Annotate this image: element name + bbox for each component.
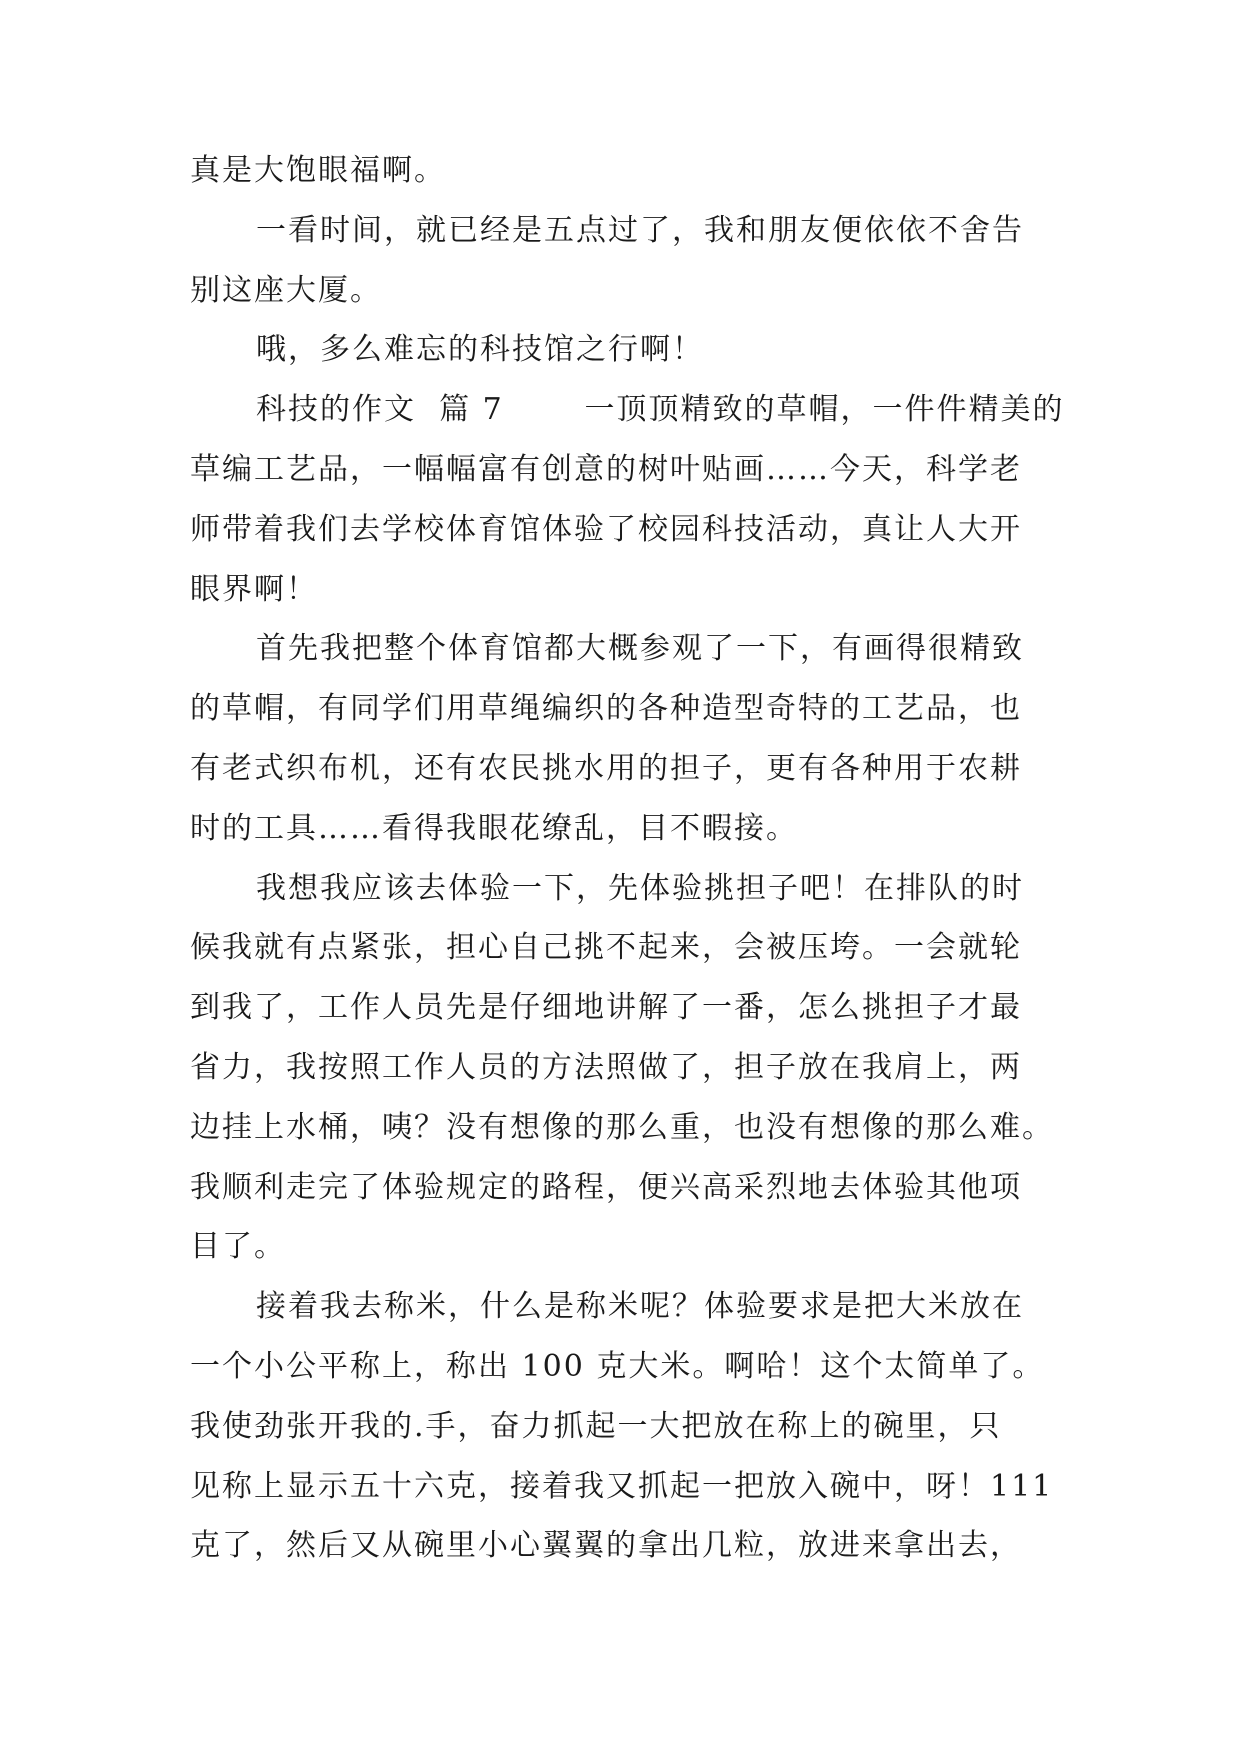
text-line: 边挂上水桶，咦？没有想像的那么重，也没有想像的那么难。 [190,1109,1054,1145]
text-line: 我想我应该去体验一下，先体验挑担子吧！在排队的时 [256,870,1024,906]
essay-body [190,151,1065,1586]
text-line: 真是大饱眼福啊。 [190,153,446,188]
text-line: 克了，然后又从碗里小心翼翼的拿出几粒，放进来拿出去， [190,1528,1022,1564]
text-line: 首先我把整个体育馆都大概参观了一下，有画得很精致 [256,631,1024,667]
text-line: 一个小公平称上，称出 100 克大米。啊哈！这个太简单了。 [190,1348,1045,1384]
section-heading-line: 科技的作文 篇 7 一顶顶精致的草帽，一件件精美的 [256,392,1065,428]
text-line: 目了。 [190,1229,286,1265]
text-line: 一看时间，就已经是五点过了，我和朋友便依依不舍告 [256,212,1024,248]
text-line: 到我了，工作人员先是仔细地讲解了一番，怎么挑担子才最 [190,990,1022,1026]
text-line: 别这座大厦。 [190,272,382,308]
text-line: 我顺利走完了体验规定的路程，便兴高采烈地去体验其他项 [190,1169,1022,1205]
text-line: 有老式织布机，还有农民挑水用的担子，更有各种用于农耕 [190,750,1022,786]
text-line: 接着我去称米，什么是称米呢？体验要求是把大米放在 [256,1289,1024,1325]
text-line: 哦，多么难忘的科技馆之行啊！ [256,332,704,368]
text-line: 的草帽，有同学们用草绳编织的各种造型奇特的工艺品，也 [190,691,1022,727]
text-line: 候我就有点紧张，担心自己挑不起来，会被压垮。一会就轮 [190,930,1022,966]
text-line: 时的工具……看得我眼花缭乱，目不暇接。 [190,810,798,846]
text-line: 见称上显示五十六克，接着我又抓起一把放入碗中，呀！111 [190,1468,1054,1504]
text-line: 我使劲张开我的.手，奋力抓起一大把放在称上的碗里，只 [190,1408,1002,1444]
text-line: 师带着我们去学校体育馆体验了校园科技活动，真让人大开 [190,511,1022,547]
text-line: 眼界啊！ [190,571,318,607]
text-line: 草编工艺品，一幅幅富有创意的树叶贴画……今天，科学老 [190,451,1022,487]
text-line: 省力，我按照工作人员的方法照做了，担子放在我肩上，两 [190,1049,1022,1085]
